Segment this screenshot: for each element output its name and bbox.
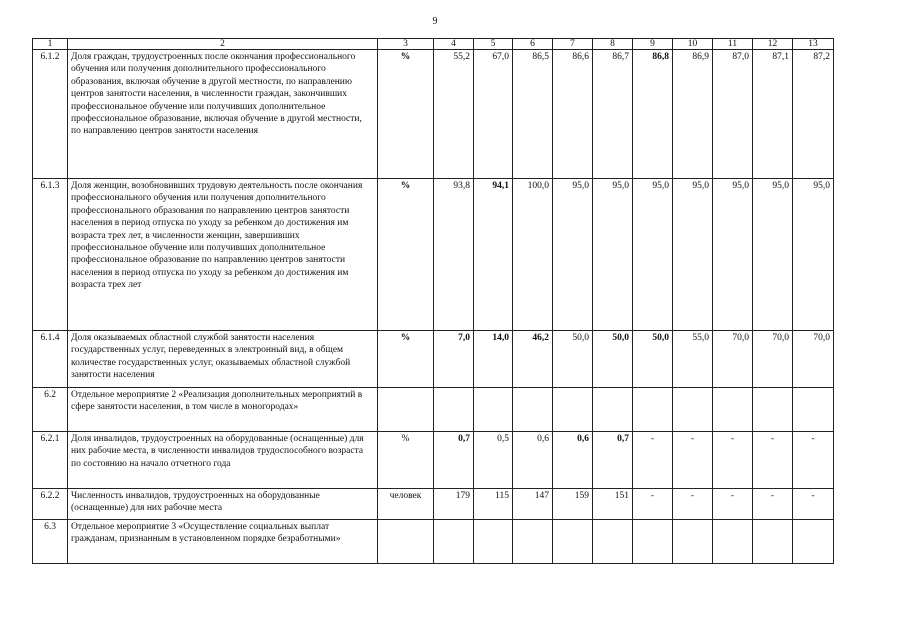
row-value: 14,0 [474,331,513,388]
row-value: 100,0 [513,179,553,331]
header-cell: 11 [713,39,753,50]
row-value: 95,0 [673,179,713,331]
row-value: 55,2 [434,50,474,179]
table-row [33,179,834,331]
row-value: 86,6 [553,50,593,179]
row-value: 87,0 [713,50,753,179]
row-unit [378,520,434,564]
row-value: 87,2 [793,50,834,179]
row-value [793,388,834,432]
row-unit: % [378,432,434,489]
row-value: 94,1 [474,179,513,331]
row-value: 86,9 [673,50,713,179]
row-value: - [793,432,834,489]
indicators-table [32,38,834,564]
row-value [713,388,753,432]
row-value: 95,0 [713,179,753,331]
row-code: 6.1.2 [33,50,68,179]
row-value: 7,0 [434,331,474,388]
row-value [434,520,474,564]
row-value: 95,0 [553,179,593,331]
header-cell: 2 [68,39,378,50]
row-value: 151 [593,489,633,520]
row-value: 46,2 [513,331,553,388]
row-value [673,388,713,432]
row-value: 0,7 [593,432,633,489]
row-value: 87,1 [753,50,793,179]
row-value: - [713,489,753,520]
row-value: 86,7 [593,50,633,179]
table-row [33,489,834,520]
row-unit: % [378,50,434,179]
row-value: 70,0 [753,331,793,388]
row-value: 93,8 [434,179,474,331]
row-unit: % [378,331,434,388]
row-value: 67,0 [474,50,513,179]
row-code: 6.1.4 [33,331,68,388]
row-code: 6.1.3 [33,179,68,331]
row-value: 0,6 [513,432,553,489]
row-unit: человек [378,489,434,520]
row-name: Отдельное мероприятие 2 «Реализация дополнительных мероприятий в сфере занятости населения, в том числе в моногородах» [68,388,378,432]
row-value: 0,7 [434,432,474,489]
row-value: 115 [474,489,513,520]
table-row [33,331,834,388]
row-unit: % [378,179,434,331]
table-row [33,520,834,564]
header-cell: 12 [753,39,793,50]
row-value: 147 [513,489,553,520]
row-value: 86,8 [633,50,673,179]
header-row [33,39,834,50]
row-value [434,388,474,432]
row-value [713,520,753,564]
row-code: 6.2.1 [33,432,68,489]
row-value: 159 [553,489,593,520]
row-value [633,520,673,564]
header-cell: 7 [553,39,593,50]
row-code: 6.3 [33,520,68,564]
row-value: 95,0 [793,179,834,331]
row-value [793,520,834,564]
row-value: 50,0 [593,331,633,388]
row-value: - [713,432,753,489]
page-number: 9 [432,16,438,27]
row-value: 95,0 [753,179,793,331]
row-value [593,388,633,432]
row-value: 50,0 [633,331,673,388]
row-name: Доля граждан, трудоустроенных после окончания профессионального обучения или получения дополнительного профессионального образования, включая обучение в другой местности, по направлению центров занятости населения, в численности граждан, закончивших профессиональное обучение или получивших дополнительное профессиональное образование, включая обучение в другой местности, по направлению центров занятости населения [68,50,378,179]
row-value: 179 [434,489,474,520]
header-cell: 13 [793,39,834,50]
header-cell: 3 [378,39,434,50]
table-row [33,388,834,432]
row-name: Доля женщин, возобновивших трудовую деятельность после окончания профессионального обучения или получения дополнительного профессионального образования по направлению центров занятости населения в период отпуска по уходу за ребенком до достижения им возраста трех лет, в численности женщин, завершивших профессиональное обучение или получивших дополнительное профессиональное образование по направлению центров занятости населения в период отпуска по уходу за ребенком до достижения им возраста трех лет [68,179,378,331]
row-name: Численность инвалидов, трудоустроенных на оборудованные (оснащенные) для них рабочие места [68,489,378,520]
row-value [673,520,713,564]
row-value [593,520,633,564]
row-value: 95,0 [633,179,673,331]
row-value [513,388,553,432]
row-value: - [793,489,834,520]
row-value: 70,0 [713,331,753,388]
row-value: 86,5 [513,50,553,179]
row-unit [378,388,434,432]
row-value: 55,0 [673,331,713,388]
row-value [753,520,793,564]
row-value [553,520,593,564]
row-value: - [673,432,713,489]
row-value [474,388,513,432]
header-cell: 5 [474,39,513,50]
row-name: Доля инвалидов, трудоустроенных на оборудованные (оснащенные) для них рабочие места, в численности инвалидов трудоспособного возраста по состоянию на начало отчетного года [68,432,378,489]
row-value: - [633,489,673,520]
header-cell: 4 [434,39,474,50]
row-value [513,520,553,564]
row-value: - [633,432,673,489]
row-value: 70,0 [793,331,834,388]
row-value: - [753,432,793,489]
row-value [553,388,593,432]
header-cell: 8 [593,39,633,50]
row-name: Доля оказываемых областной службой занятости населения государственных услуг, переведенных в электронный вид, в общем количестве государственных услуг, оказываемых областной службой занятости населения [68,331,378,388]
header-cell: 10 [673,39,713,50]
row-value [753,388,793,432]
row-value: 50,0 [553,331,593,388]
row-value: - [753,489,793,520]
row-value [633,388,673,432]
header-cell: 9 [633,39,673,50]
row-name: Отдельное мероприятие 3 «Осуществление социальных выплат гражданам, признанным в установленном порядке безработными» [68,520,378,564]
row-code: 6.2 [33,388,68,432]
table-row [33,50,834,179]
row-value: - [673,489,713,520]
table-row [33,432,834,489]
header-cell: 1 [33,39,68,50]
row-value: 95,0 [593,179,633,331]
row-code: 6.2.2 [33,489,68,520]
row-value: 0,6 [553,432,593,489]
row-value [474,520,513,564]
row-value: 0,5 [474,432,513,489]
header-cell: 6 [513,39,553,50]
